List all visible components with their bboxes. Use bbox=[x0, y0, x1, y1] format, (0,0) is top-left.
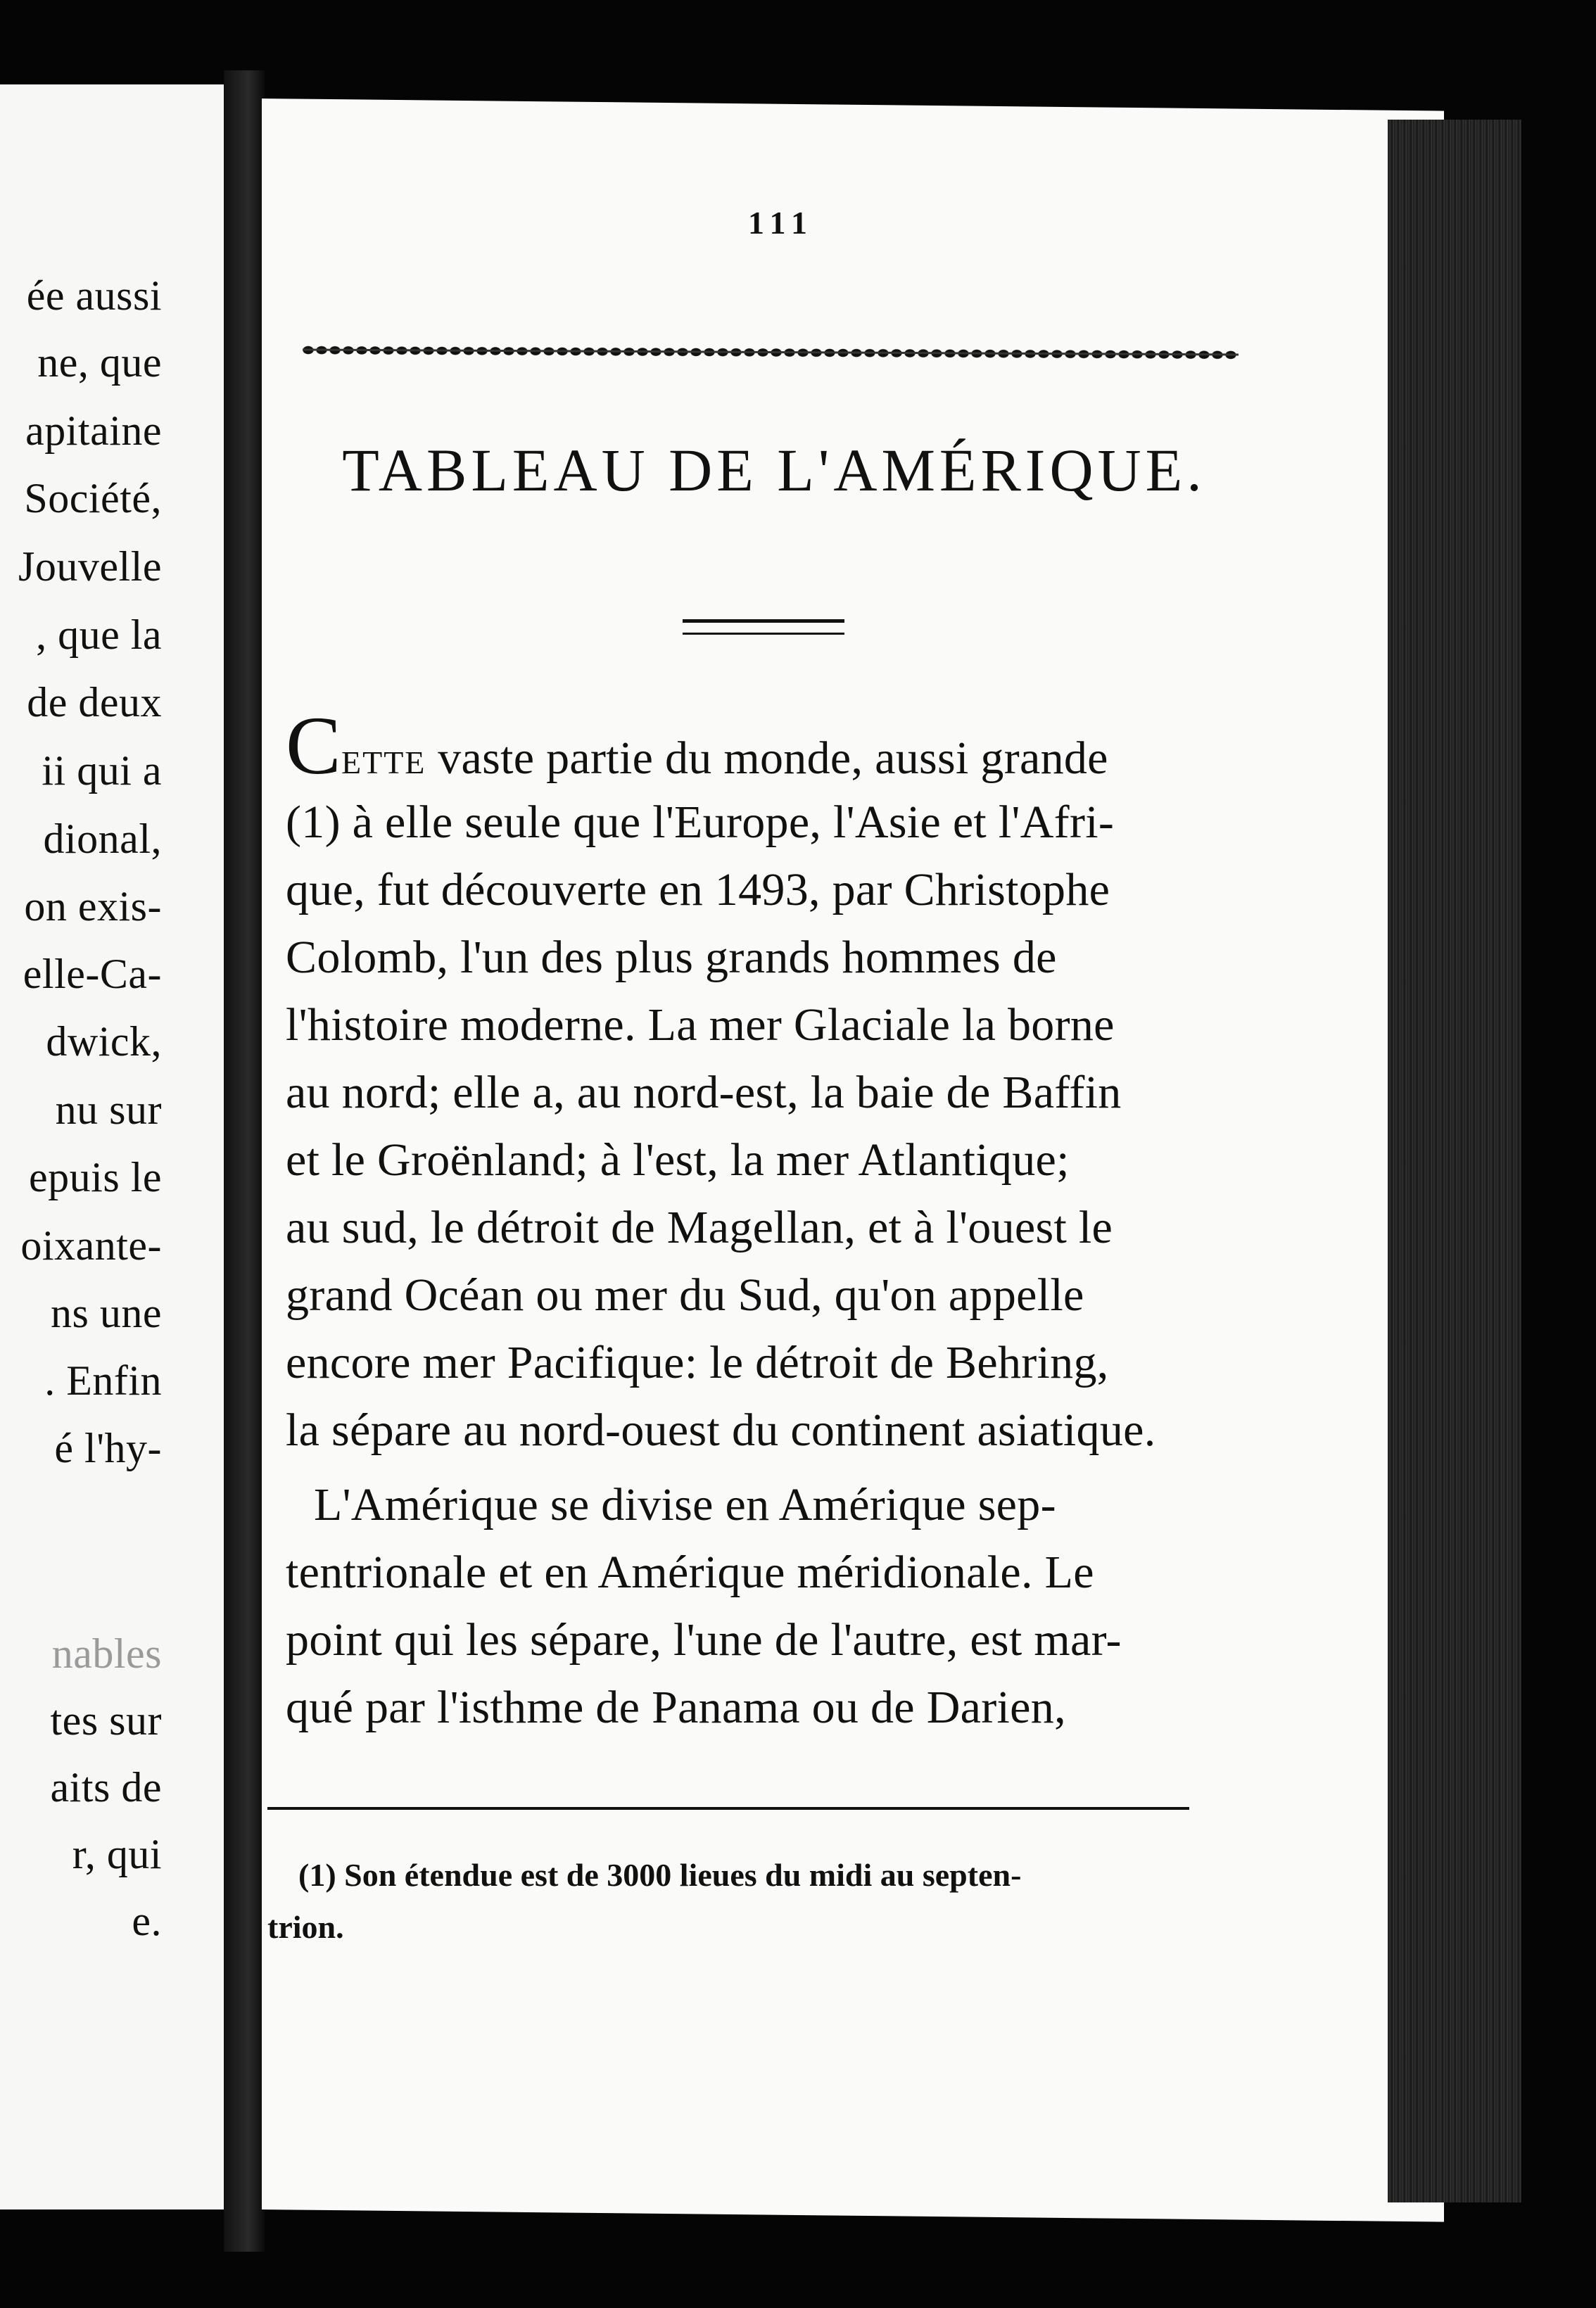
left-page-line: ii qui a bbox=[42, 747, 162, 794]
paragraph-1-line: et le Groënland; à l'est, la mer Atlantique; bbox=[286, 1134, 1070, 1186]
left-page-line: aits de bbox=[50, 1764, 162, 1811]
left-page-line: ée aussi bbox=[26, 272, 162, 319]
paragraph-1-line: que, fut découverte en 1493, par Christophe bbox=[286, 864, 1110, 915]
paragraph-1-line: au sud, le détroit de Magellan, et à l'ouest le bbox=[286, 1202, 1113, 1253]
left-page-line: Société, bbox=[24, 475, 162, 521]
left-page-line: nu sur bbox=[55, 1086, 162, 1133]
left-page-line: nables bbox=[51, 1630, 162, 1677]
left-page-line: Jouvelle bbox=[18, 543, 162, 590]
previous-page-fragment bbox=[0, 84, 228, 2209]
left-page-line: elle-Ca- bbox=[23, 951, 162, 997]
footnote-rule bbox=[267, 1807, 1189, 1810]
footnote-line: trion. bbox=[267, 1909, 344, 1945]
left-page-line: ne, que bbox=[37, 339, 162, 386]
paragraph-1-line: au nord; elle a, au nord-est, la baie de Baffin bbox=[286, 1067, 1122, 1118]
title-double-rule bbox=[683, 619, 844, 635]
page-title: TABLEAU DE L'AMÉRIQUE. bbox=[342, 436, 1206, 504]
left-page-line: dwick, bbox=[46, 1018, 162, 1065]
footnote-line: (1) Son étendue est de 3000 lieues du midi au septen- bbox=[298, 1857, 1022, 1893]
page-edge-stack bbox=[1388, 120, 1521, 2202]
page-content bbox=[267, 0, 1246, 2308]
left-page-line: apitaine bbox=[25, 407, 162, 454]
paragraph-1-line: (1) à elle seule que l'Europe, l'Asie et l'Afri- bbox=[286, 797, 1115, 848]
left-page-line: epuis le bbox=[29, 1154, 162, 1200]
paragraph-1-first-line bbox=[286, 699, 1108, 792]
left-page-line: on exis- bbox=[24, 883, 162, 930]
left-page-line: tes sur bbox=[50, 1697, 162, 1744]
left-page-line: ns une bbox=[51, 1290, 162, 1336]
left-page-line: . Enfin bbox=[44, 1357, 162, 1404]
paragraph-1-line: Colomb, l'un des plus grands hommes de bbox=[286, 932, 1057, 983]
paragraph-1-line: encore mer Pacifique: le détroit de Behring, bbox=[286, 1337, 1109, 1388]
ornamental-rule bbox=[303, 341, 1239, 364]
small-caps-word: ETTE bbox=[341, 744, 426, 780]
left-page-line: e. bbox=[132, 1898, 162, 1944]
left-page-line: r, qui bbox=[72, 1831, 162, 1877]
left-page-line: de deux bbox=[27, 679, 162, 725]
paragraph-2-line: qué par l'isthme de Panama ou de Darien, bbox=[286, 1682, 1066, 1733]
left-page-line: , que la bbox=[36, 611, 162, 658]
paragraph-2-line: L'Amérique se divise en Amérique sep- bbox=[314, 1479, 1056, 1530]
first-line-text: vaste partie du monde, aussi grande bbox=[426, 733, 1108, 784]
left-page-line: dional, bbox=[43, 816, 162, 862]
book-gutter bbox=[224, 70, 265, 2252]
paragraph-2-line: point qui les sépare, l'une de l'autre, est mar- bbox=[286, 1614, 1122, 1666]
page-number: 111 bbox=[748, 205, 814, 241]
left-page-line: é l'hy- bbox=[54, 1425, 162, 1471]
paragraph-1-line: la sépare au nord-ouest du continent asiatique. bbox=[286, 1405, 1156, 1456]
left-page-line: oixante- bbox=[20, 1222, 162, 1269]
paragraph-1-line: l'histoire moderne. La mer Glaciale la borne bbox=[286, 999, 1115, 1051]
paragraph-1-line: grand Océan ou mer du Sud, qu'on appelle bbox=[286, 1269, 1084, 1321]
paragraph-2-line: tentrionale et en Amérique méridionale. Le bbox=[286, 1547, 1094, 1598]
drop-cap: C bbox=[286, 699, 342, 792]
